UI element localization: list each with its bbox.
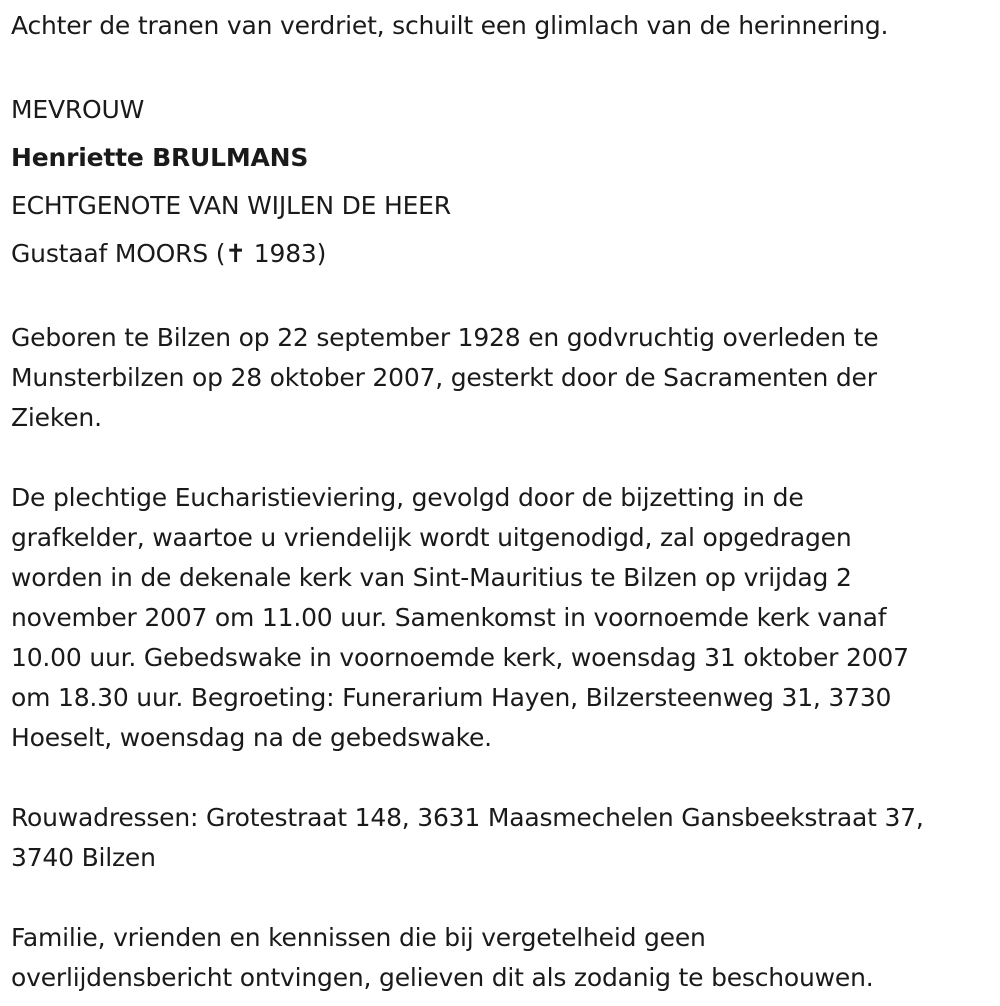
spouse: Gustaaf MOORS (✝ 1983) <box>11 239 327 268</box>
text-line: grafkelder, waartoe u vriendelijk wordt uitgenodigd, zal opgedragen <box>11 523 852 552</box>
text-line: 10.00 uur. Gebedswake in voornoemde kerk, woensdag 31 oktober 2007 <box>11 643 909 672</box>
birth-death-paragraph <box>11 318 986 438</box>
title: MEVROUW <box>11 95 145 124</box>
closing-paragraph <box>11 918 986 998</box>
text-line: 3740 Bilzen <box>11 843 156 872</box>
text-line: Familie, vrienden en kennissen die bij vergetelheid geen <box>11 923 706 952</box>
text-line: Hoeselt, woensdag na de gebedswake. <box>11 723 492 752</box>
ceremony-paragraph <box>11 478 986 758</box>
text-line: overlijdensbericht ontvingen, gelieven dit als zodanig te beschouwen. <box>11 963 874 992</box>
text-line: november 2007 om 11.00 uur. Samenkomst in voornoemde kerk vanaf <box>11 603 887 632</box>
relation: ECHTGENOTE VAN WIJLEN DE HEER <box>11 191 451 220</box>
text-line: worden in de dekenale kerk van Sint-Mauritius te Bilzen op vrijdag 2 <box>11 563 852 592</box>
text-line: Munsterbilzen op 28 oktober 2007, gesterkt door de Sacramenten der <box>11 363 877 392</box>
text-line: Geboren te Bilzen op 22 september 1928 en godvruchtig overleden te <box>11 323 879 352</box>
deceased-header <box>11 86 986 278</box>
text-line: Zieken. <box>11 403 102 432</box>
obituary-notice <box>11 0 986 998</box>
addresses-paragraph <box>11 798 986 878</box>
motto: Achter de tranen van verdriet, schuilt een glimlach van de herinnering. <box>11 11 889 40</box>
text-line: om 18.30 uur. Begroeting: Funerarium Hayen, Bilzersteenweg 31, 3730 <box>11 683 892 712</box>
deceased-name: Henriette BRULMANS <box>11 143 309 172</box>
text-line: Rouwadressen: Grotestraat 148, 3631 Maasmechelen Gansbeekstraat 37, <box>11 803 924 832</box>
text-line: De plechtige Eucharistieviering, gevolgd door de bijzetting in de <box>11 483 804 512</box>
